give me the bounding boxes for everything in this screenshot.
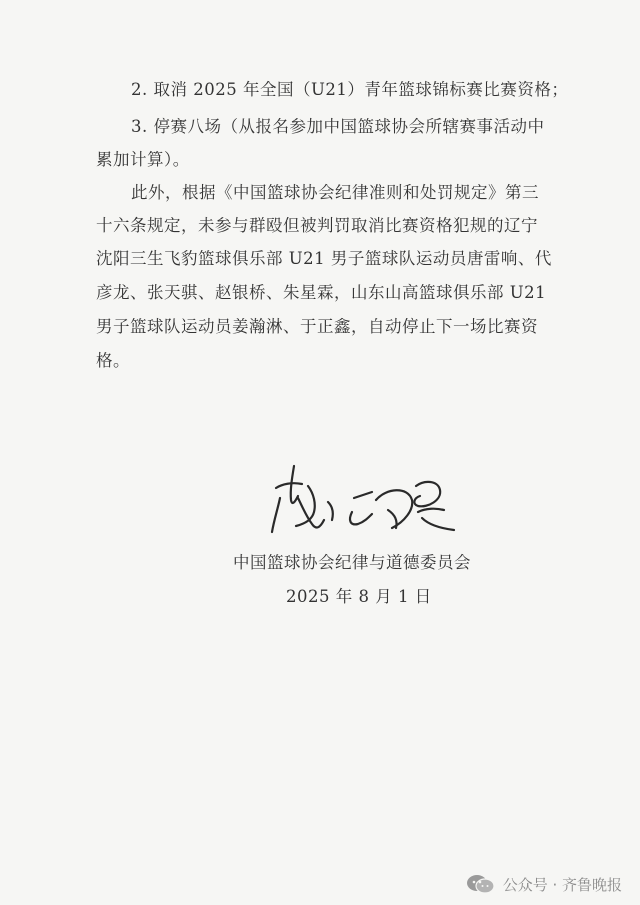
watermark: [465, 873, 622, 895]
item-3-continuation: 累加计算）。: [96, 150, 190, 169]
handwritten-signature: [268, 458, 458, 546]
paragraph-line-1: 此外，根据《中国篮球协会纪律准则和处罚规定》第三: [131, 183, 539, 202]
paragraph-line-5: 男子篮球队运动员姜瀚淋、于正鑫，自动停止下一场比赛资: [96, 317, 538, 336]
paragraph-line-4: 彦龙、张天骐、赵银桥、朱星霖，山东山高篮球俱乐部 U21: [96, 283, 547, 302]
watermark-text: 公众号 · 齐鲁晚报: [502, 875, 622, 894]
paragraph-line-6: 格。: [96, 351, 130, 370]
paragraph-line-2: 十六条规定，未参与群殴但被判罚取消比赛资格犯规的辽宁: [96, 216, 538, 235]
item-3-line: 3. 停赛八场（从报名参加中国篮球协会所辖赛事活动中: [131, 117, 545, 136]
item-2-line: 2. 取消 2025 年全国（U21）青年篮球锦标赛比赛资格；: [131, 80, 569, 99]
paragraph-line-3: 沈阳三生飞豹篮球俱乐部 U21 男子篮球队运动员唐雷响、代: [96, 249, 552, 268]
wechat-icon: [465, 873, 495, 895]
signer-name: 中国篮球协会纪律与道德委员会: [233, 553, 471, 572]
document-date: 2025 年 8 月 1 日: [286, 587, 432, 606]
